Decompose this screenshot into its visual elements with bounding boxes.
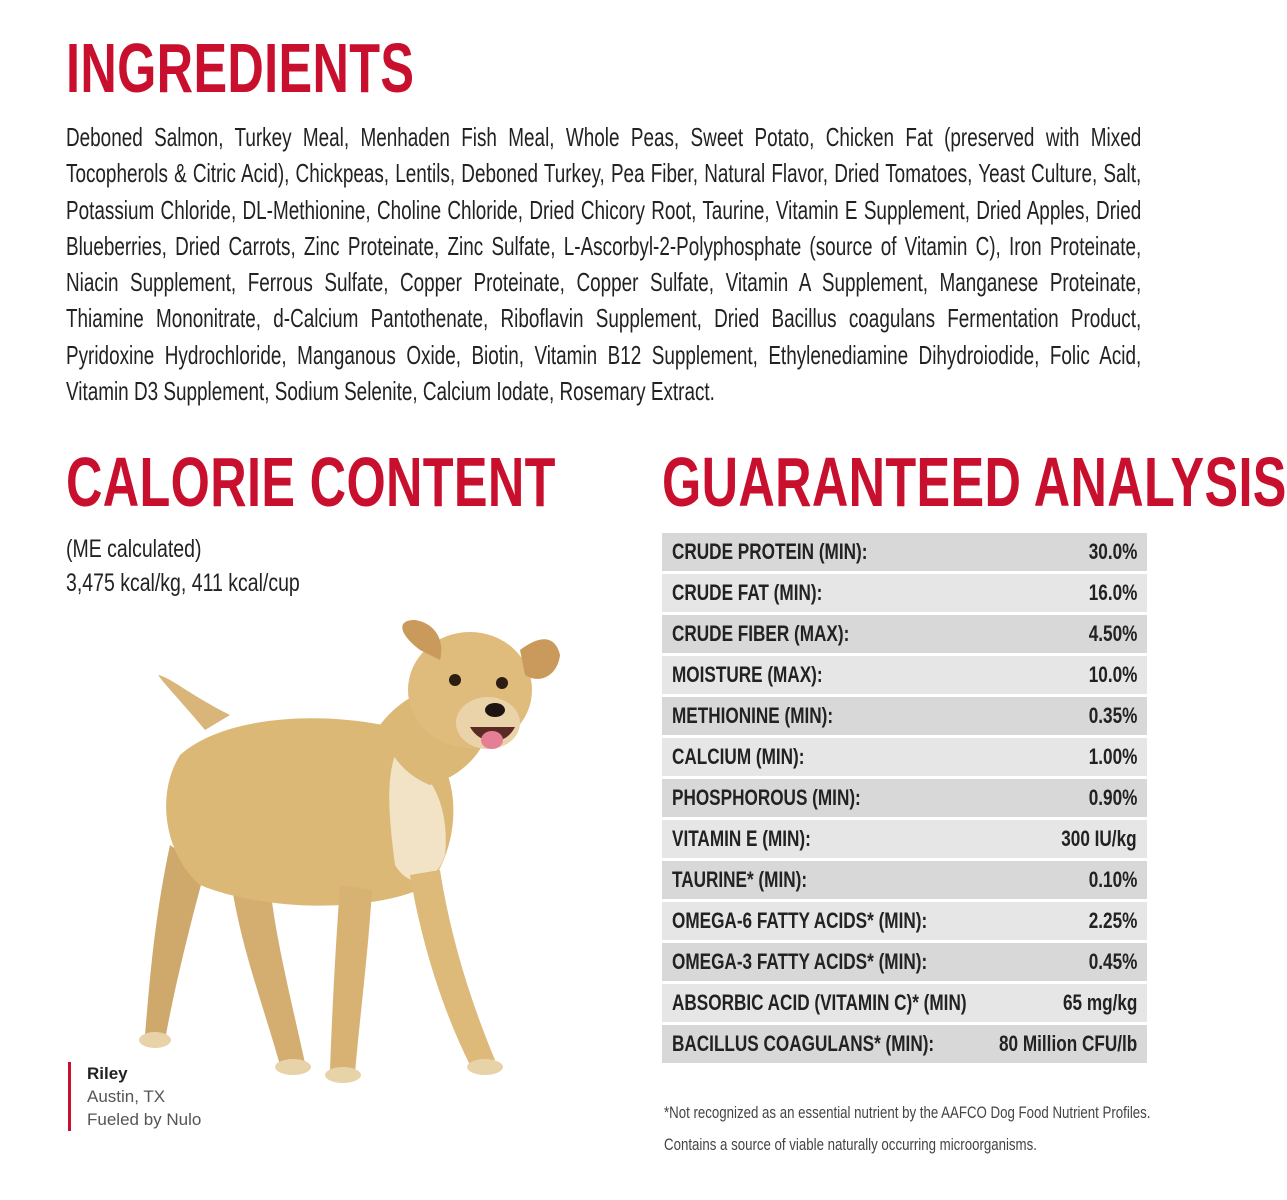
analysis-label: CRUDE FIBER (MAX): (672, 621, 850, 646)
analysis-value: 16.0% (1088, 580, 1137, 605)
analysis-label: CALCIUM (MIN): (672, 744, 805, 769)
calorie-content (66, 532, 300, 600)
calorie-method: (ME calculated) (66, 535, 202, 563)
analysis-row (662, 1025, 1147, 1063)
analysis-label: CRUDE FAT (MIN): (672, 580, 823, 605)
analysis-value: 80 Million CFU/lb (998, 1031, 1137, 1056)
analysis-value: 30.0% (1088, 539, 1137, 564)
analysis-label: ABSORBIC ACID (VITAMIN C)* (MIN) (672, 990, 967, 1015)
analysis-row (662, 820, 1147, 858)
analysis-row (662, 943, 1147, 981)
dog-photo (110, 615, 610, 1115)
analysis-value: 0.45% (1088, 949, 1137, 974)
guaranteed-analysis-heading: GUARANTEED ANALYSIS (662, 443, 1287, 521)
footnote-microorganisms: Contains a source of viable naturally occurring microorganisms. (664, 1135, 1037, 1154)
analysis-row (662, 861, 1147, 899)
guaranteed-analysis-table (662, 533, 1147, 1066)
analysis-label: OMEGA-3 FATTY ACIDS* (MIN): (672, 949, 928, 974)
analysis-label: PHOSPHOROUS (MIN): (672, 785, 861, 810)
ingredients-heading: INGREDIENTS (66, 29, 415, 107)
analysis-value: 0.10% (1088, 867, 1137, 892)
dog-location: Austin, TX (87, 1087, 166, 1106)
analysis-value: 1.00% (1088, 744, 1137, 769)
analysis-row (662, 656, 1147, 694)
analysis-value: 10.0% (1088, 662, 1137, 687)
analysis-row (662, 533, 1147, 571)
analysis-row (662, 779, 1147, 817)
analysis-value: 2.25% (1088, 908, 1137, 933)
analysis-value: 4.50% (1088, 621, 1137, 646)
analysis-value: 0.35% (1088, 703, 1137, 728)
calorie-value: 3,475 kcal/kg, 411 kcal/cup (66, 569, 300, 597)
analysis-value: 0.90% (1088, 785, 1137, 810)
ingredients-list: Deboned Salmon, Turkey Meal, Menhaden Fish Meal, Whole Peas, Sweet Potato, Chicken Fat (preserved with Mixed Tocopherols & Citric Acid), Chickpeas, Lentils, Deboned Turkey, Pea Fiber, Natural Flavor, Dried Tomatoes, Yeast Culture, Salt, Potassium Chloride, DL-Methionine, Choline Chloride, Dried Chicory Root, Taurine, Vitamin E Supplement, Dried Apples, Dried Blueberries, Dried Carrots, Zinc Proteinate, Zinc Sulfate, L-Ascorbyl-2-Polyphosphate (source of Vitamin C), Iron Proteinate, Niacin Supplement, Ferrous Sulfate, Copper Proteinate, Copper Sulfate, Vitamin A Supplement, Manganese Proteinate, Thiamine Mononitrate, d-Calcium Pantothenate, Riboflavin Supplement, Dried Bacillus coagulans Fermentation Product, Pyridoxine Hydrochloride, Manganous Oxide, Biotin, Vitamin B12 Supplement, Ethylenediamine Dihydroiodide, Folic Acid, Vitamin D3 Supplement, Sodium Selenite, Calcium Iodate, Rosemary Extract. (66, 122, 1142, 407)
analysis-label: TAURINE* (MIN): (672, 867, 808, 892)
analysis-label: MOISTURE (MAX): (672, 662, 823, 687)
analysis-value: 65 mg/kg (1062, 990, 1137, 1015)
dog-tagline: Fueled by Nulo (87, 1110, 202, 1129)
analysis-row (662, 615, 1147, 653)
analysis-row (662, 902, 1147, 940)
analysis-label: BACILLUS COAGULANS* (MIN): (672, 1031, 935, 1056)
analysis-row (662, 574, 1147, 612)
dog-caption (68, 1062, 201, 1131)
analysis-row (662, 738, 1147, 776)
calorie-content-heading: CALORIE CONTENT (66, 443, 556, 521)
analysis-value: 300 IU/kg (1061, 826, 1137, 851)
footnote-aafco: *Not recognized as an essential nutrient by the AAFCO Dog Food Nutrient Profiles. (664, 1103, 1151, 1122)
analysis-row (662, 984, 1147, 1022)
analysis-footnotes (664, 1097, 1150, 1161)
analysis-label: VITAMIN E (MIN): (672, 826, 811, 851)
dog-name: Riley (87, 1064, 128, 1083)
analysis-label: METHIONINE (MIN): (672, 703, 834, 728)
analysis-row (662, 697, 1147, 735)
analysis-label: OMEGA-6 FATTY ACIDS* (MIN): (672, 908, 928, 933)
analysis-label: CRUDE PROTEIN (MIN): (672, 539, 868, 564)
